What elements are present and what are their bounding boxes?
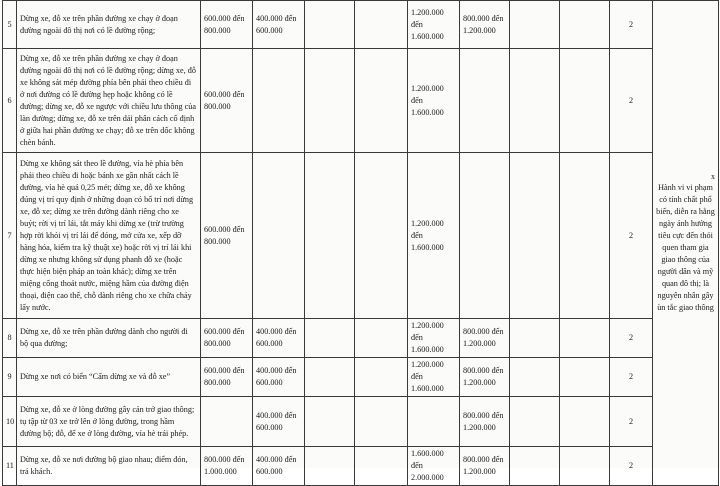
empty-cell bbox=[510, 49, 560, 153]
row-number: 11 bbox=[3, 447, 17, 486]
table-body bbox=[3, 1, 719, 486]
empty-cell bbox=[355, 153, 408, 319]
row-number: 10 bbox=[3, 397, 17, 447]
table-row bbox=[3, 358, 719, 397]
empty-cell bbox=[355, 1, 408, 49]
empty-cell bbox=[510, 319, 560, 358]
remarks-text: Hành vi vi phạm có tính chất phổ biến, diễn ra hằng ngày ảnh hưởng tiêu cực đến thói quen tham gia giao thông của người dân và mỹ quan đô thị; là nguyên nhân gây ùn tắc giao thông bbox=[656, 183, 715, 312]
empty-cell bbox=[560, 1, 610, 49]
violation-description: Dừng xe không sát theo lề đường, vỉa hè phía bên phải theo chiều đi hoặc bánh xe gần nhất cách lề đường, vỉa hè quá 0,25 mét; dừng xe, đỗ xe không đúng vị trí quy định ở những đoạn có bố trí nơi dừng xe, đỗ xe; dừng xe trên đường dành riêng cho xe buýt; rời vị trí lái, tắt máy khi dừng xe (trừ trường hợp rời khỏi vị trí lái để đóng, mở cửa xe, xếp dỡ hàng hóa, kiểm tra kỹ thuật xe) hoặc rời vị trí lái khi dừng xe nhưng không sử dụng phanh đỗ xe (hoặc thực hiện biện pháp an toàn khác); dừng xe trên miệng cống thoát nước, miệng hầm của đường điện thoại, điện cao thế, chỗ dành riêng cho xe chữa cháy lấy nước. bbox=[17, 153, 201, 319]
fine-range-b bbox=[253, 49, 305, 153]
empty-cell bbox=[560, 397, 610, 447]
fine-range-d: 1.200.000 đến 1.600.000 bbox=[408, 1, 460, 49]
fine-range-b: 400.000 đến 600.000 bbox=[253, 397, 305, 447]
table-row bbox=[3, 397, 719, 447]
empty-cell bbox=[510, 153, 560, 319]
violation-description: Dừng xe, đỗ xe ở lòng đường gây cản trở giao thông; tụ tập từ 03 xe trở lên ở lòng đường, trong hầm đường bộ; đỗ, để xe ở lòng đường, vỉa hè trái phép. bbox=[17, 397, 201, 447]
license-points: 2 bbox=[610, 358, 653, 397]
empty-cell bbox=[355, 447, 408, 486]
fine-range-b bbox=[253, 153, 305, 319]
violation-description: Dừng xe, đỗ xe nơi đường bộ giao nhau; điểm đón, trả khách. bbox=[17, 447, 201, 486]
empty-cell bbox=[510, 1, 560, 49]
row-number: 5 bbox=[3, 1, 17, 49]
license-points: 2 bbox=[610, 319, 653, 358]
violation-description: Dừng xe, đỗ xe trên phần đường dành cho người đi bộ qua đường; bbox=[17, 319, 201, 358]
fine-range-a: 600.000 đến 800.000 bbox=[201, 49, 253, 153]
empty-cell bbox=[560, 153, 610, 319]
empty-cell bbox=[560, 447, 610, 486]
fine-range-d: 1.600.000 đến 2.000.000 bbox=[408, 447, 460, 486]
empty-cell bbox=[510, 397, 560, 447]
violation-description: Dừng xe, đỗ xe trên phần đường xe chạy ở đoạn đường ngoài đô thị nơi có lề đường rộng; bbox=[17, 1, 201, 49]
fine-range-a: 600.000 đến 800.000 bbox=[201, 358, 253, 397]
license-points: 2 bbox=[610, 153, 653, 319]
row-number: 9 bbox=[3, 358, 17, 397]
fine-range-a: 600.000 đến 800.000 bbox=[201, 1, 253, 49]
fine-range-c bbox=[305, 447, 355, 486]
empty-cell bbox=[355, 397, 408, 447]
empty-cell bbox=[355, 358, 408, 397]
table-row bbox=[3, 447, 719, 486]
row-number: 7 bbox=[3, 153, 17, 319]
fine-range-e: 800.000 đến 1.200.000 bbox=[460, 1, 510, 49]
license-points: 2 bbox=[610, 1, 653, 49]
remarks-mark: x bbox=[711, 172, 715, 181]
license-points: 2 bbox=[610, 49, 653, 153]
row-number: 6 bbox=[3, 49, 17, 153]
fine-range-e bbox=[460, 153, 510, 319]
remarks-cell bbox=[653, 1, 719, 486]
fine-range-c bbox=[305, 397, 355, 447]
fine-range-e: 800.000 đến 1.200.000 bbox=[460, 358, 510, 397]
empty-cell bbox=[560, 319, 610, 358]
fine-range-d: 1.200.000 đến 1.600.000 bbox=[408, 153, 460, 319]
empty-cell bbox=[355, 319, 408, 358]
license-points: 2 bbox=[610, 447, 653, 486]
fine-range-e: 800.000 đến 1.200.000 bbox=[460, 319, 510, 358]
table-row bbox=[3, 153, 719, 319]
empty-cell bbox=[560, 358, 610, 397]
fine-range-a: 600.000 đến 800.000 bbox=[201, 319, 253, 358]
violation-description: Dừng xe, đỗ xe trên phần đường xe chạy ở đoạn đường ngoài đô thị nơi có lề đường rộng; dừng xe, đỗ xe không sát mép đường phía bên phải theo chiều đi ở nơi đường có lề đường hẹp hoặc không có lề đường; dừng xe, đỗ xe ngược với chiều lưu thông của làn đường; dừng xe, đỗ xe trên dải phân cách cố định ở giữa hai phần đường xe chạy; đỗ xe trên dốc không chèn bánh. bbox=[17, 49, 201, 153]
fine-range-d: 1.200.000 đến 1.600.000 bbox=[408, 49, 460, 153]
fine-range-d: 1.200.000 đến 1.600.000 bbox=[408, 358, 460, 397]
fine-range-c bbox=[305, 358, 355, 397]
row-number: 8 bbox=[3, 319, 17, 358]
fine-range-c bbox=[305, 49, 355, 153]
fine-range-e: 800.000 đến 1.200.000 bbox=[460, 397, 510, 447]
fine-range-c bbox=[305, 153, 355, 319]
fine-range-b: 400.000 đến 600.000 bbox=[253, 1, 305, 49]
empty-cell bbox=[510, 358, 560, 397]
fine-range-c bbox=[305, 319, 355, 358]
fine-comparison-table bbox=[2, 0, 719, 486]
fine-range-a bbox=[201, 397, 253, 447]
empty-cell bbox=[560, 49, 610, 153]
empty-cell bbox=[510, 447, 560, 486]
fine-range-b: 400.000 đến 600.000 bbox=[253, 358, 305, 397]
fine-range-b: 400.000 đến 600.000 bbox=[253, 319, 305, 358]
fine-range-c bbox=[305, 1, 355, 49]
fine-range-d: 1.200.000 đến 1.600.000 bbox=[408, 319, 460, 358]
fine-range-e bbox=[460, 49, 510, 153]
table-row bbox=[3, 1, 719, 49]
fine-range-b: 400.000 đến 600.000 bbox=[253, 447, 305, 486]
fine-range-e: 800.000 đến 1.200.000 bbox=[460, 447, 510, 486]
violation-description: Dừng xe nơi có biển “Cấm dừng xe và đỗ xe” bbox=[17, 358, 201, 397]
fine-range-a: 600.000 đến 800.000 bbox=[201, 153, 253, 319]
table-row bbox=[3, 319, 719, 358]
license-points: 2 bbox=[610, 397, 653, 447]
fine-range-d bbox=[408, 397, 460, 447]
empty-cell bbox=[355, 49, 408, 153]
fine-range-a: 800.000 đến 1.000.000 bbox=[201, 447, 253, 486]
table-row bbox=[3, 49, 719, 153]
